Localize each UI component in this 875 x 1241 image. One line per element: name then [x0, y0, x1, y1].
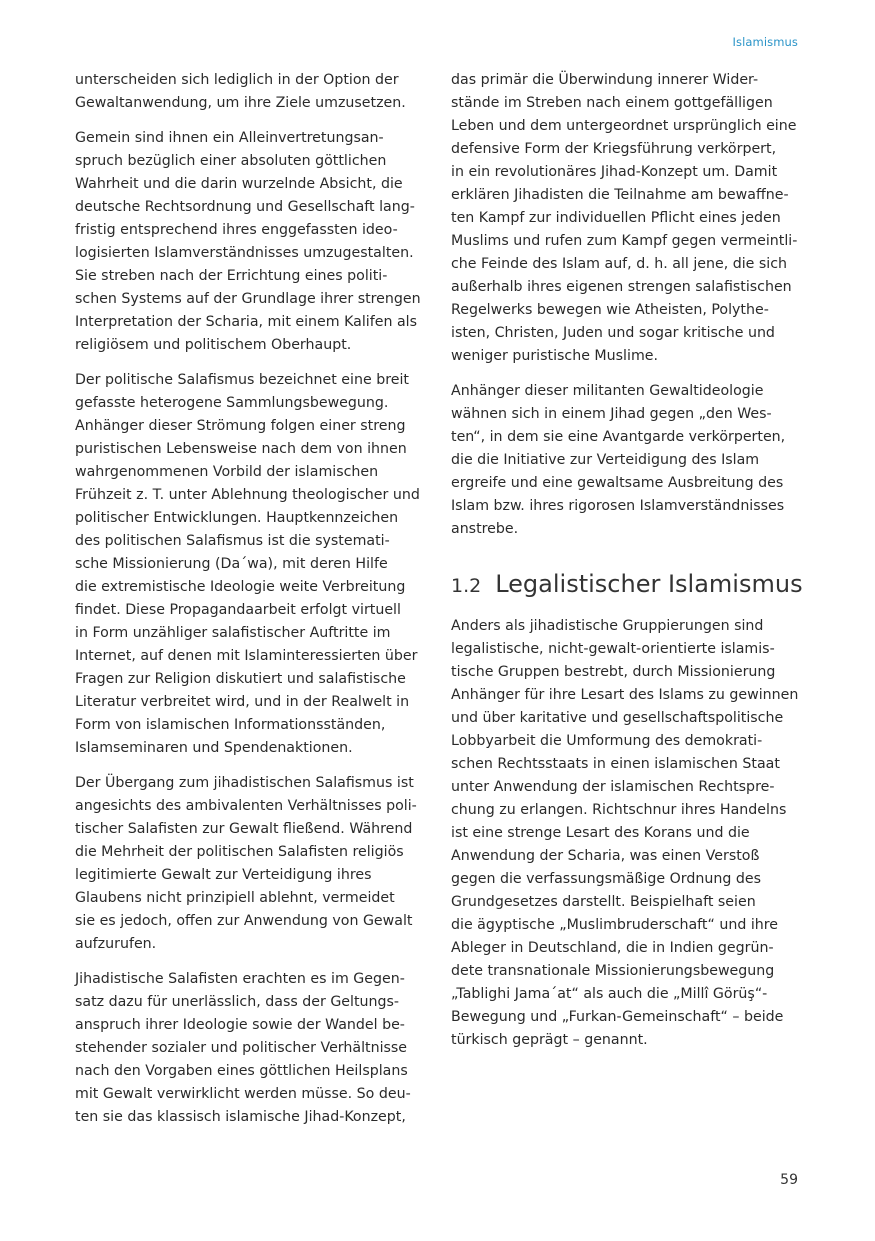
section-title: Legalistischer Islamismus	[495, 570, 803, 598]
paragraph: Gemein sind ihnen ein Alleinvertretungsan- spruch bezüglich einer absoluten göttlichen Wahrheit und die darin wurzelnde Absicht, die deutsche Rechtsordnung und Gesellschaft lang- fristig entsprechend ihres enggefassten ideo- logisierten Islamverständnisses umzugestalten. Sie streben nach der Errichtung eines politi- schen Systems auf der Grundlage ihrer strengen Interpretation der Scharia, mit einem Kalifen als religiösem und politischem Oberhaupt.	[75, 130, 421, 353]
section-heading	[451, 569, 803, 601]
paragraph: Der politische Salafismus bezeichnet eine breit gefasste heterogene Sammlungsbewegung. Anhänger dieser Strömung folgen einer streng puristischen Lebensweise nach dem von ihnen wahrgenommenen Vorbild der islamischen Frühzeit z. T. unter Ablehnung theologischer und politischer Entwicklungen. Hauptkennzeichen des politischen Salafismus ist die systemati- sche Missionierung (Da´wa), mit deren Hilfe die extremistische Ideologie weite Verbreitung findet. Diese Propagandaarbeit erfolgt virtuell in Form unzähliger salafistischer Auftritte im Internet, auf denen mit Islaminteressierten über Fragen zur Religion diskutiert und salafistische Literatur verbreitet wird, und in der Realwelt in Form von islamischen Informationsständen, Islamseminaren und Spendenaktionen.	[75, 372, 420, 756]
right-column	[451, 69, 803, 1064]
page-number: 59	[780, 1172, 798, 1188]
running-header: Islamismus	[732, 35, 798, 49]
paragraph: Der Übergang zum jihadistischen Salafismus ist angesichts des ambivalenten Verhältnisses poli- tischer Salafisten zur Gewalt fließend. Während die Mehrheit der politischen Salafisten religiös legitimierte Gewalt zur Verteidigung ihres Glaubens nicht prinzipiell ablehnt, vermeidet sie es jedoch, offen zur Anwendung von Gewalt aufzurufen.	[75, 775, 417, 952]
paragraph: unterscheiden sich lediglich in der Option der Gewaltanwendung, um ihre Ziele umzusetzen.	[75, 72, 406, 111]
paragraph: Anders als jihadistische Gruppierungen sind legalistische, nicht-gewalt-orientierte islamis- tische Gruppen bestrebt, durch Missionierung Anhänger für ihre Lesart des Islams zu gewinnen und über karitative und gesellschaftspolitische Lobbyarbeit die Umformung des demokrati- schen Rechtsstaats in einen islamischen Staat unter Anwendung der islamischen Rechtspre- chung zu erlangen. Richtschnur ihres Handelns ist eine strenge Lesart des Korans und die Anwendung der Scharia, was einen Verstoß gegen die verfassungsmäßige Ordnung des Grundgesetzes darstellt. Beispielhaft seien die ägyptische „Muslimbruderschaft“ und ihre Ableger in Deutschland, die in Indien gegrün- dete transnationale Missionierungsbewegung „Tablighi Jama´at“ als auch die „Millî Görüş“- Bewegung und „Furkan-Gemeinschaft“ – beide türkisch geprägt – genannt.	[451, 618, 799, 1048]
paragraph: das primär die Überwindung innerer Wider- stände im Streben nach einem gottgefälligen Leben und dem untergeordnet ursprünglich eine defensive Form der Kriegsführung verkörpert, in ein revolutionäres Jihad-Konzept um. Damit erklären Jihadisten die Teilnahme am bewaffne- ten Kampf zur individuellen Pflicht eines jeden Muslims und rufen zum Kampf gegen vermeintli- che Feinde des Islam auf, d. h. all jene, die sich außerhalb ihres eigenen strengen salafistischen Regelwerks bewegen wie Atheisten, Polythe- isten, Christen, Juden und sogar kritische und weniger puristische Muslime.	[451, 72, 798, 364]
left-column	[75, 69, 427, 1141]
paragraph: Anhänger dieser militanten Gewaltideologie wähnen sich in einem Jihad gegen „den Wes- ten“, in dem sie eine Avantgarde verkörperten, die die Initiative zur Verteidigung des Islam ergreife und eine gewaltsame Ausbreitung des Islam bzw. ihres rigorosen Islamverständnisses anstrebe.	[451, 383, 786, 537]
section-number: 1.2	[451, 575, 482, 597]
paragraph: Jihadistische Salafisten erachten es im Gegen- satz dazu für unerlässlich, dass der Geltungs- anspruch ihrer Ideologie sowie der Wandel be- stehender sozialer und politischer Verhältnisse nach den Vorgaben eines göttlichen Heilsplans mit Gewalt verwirklicht werden müsse. So deu- ten sie das klassisch islamische Jihad-Konzept,	[75, 971, 411, 1125]
